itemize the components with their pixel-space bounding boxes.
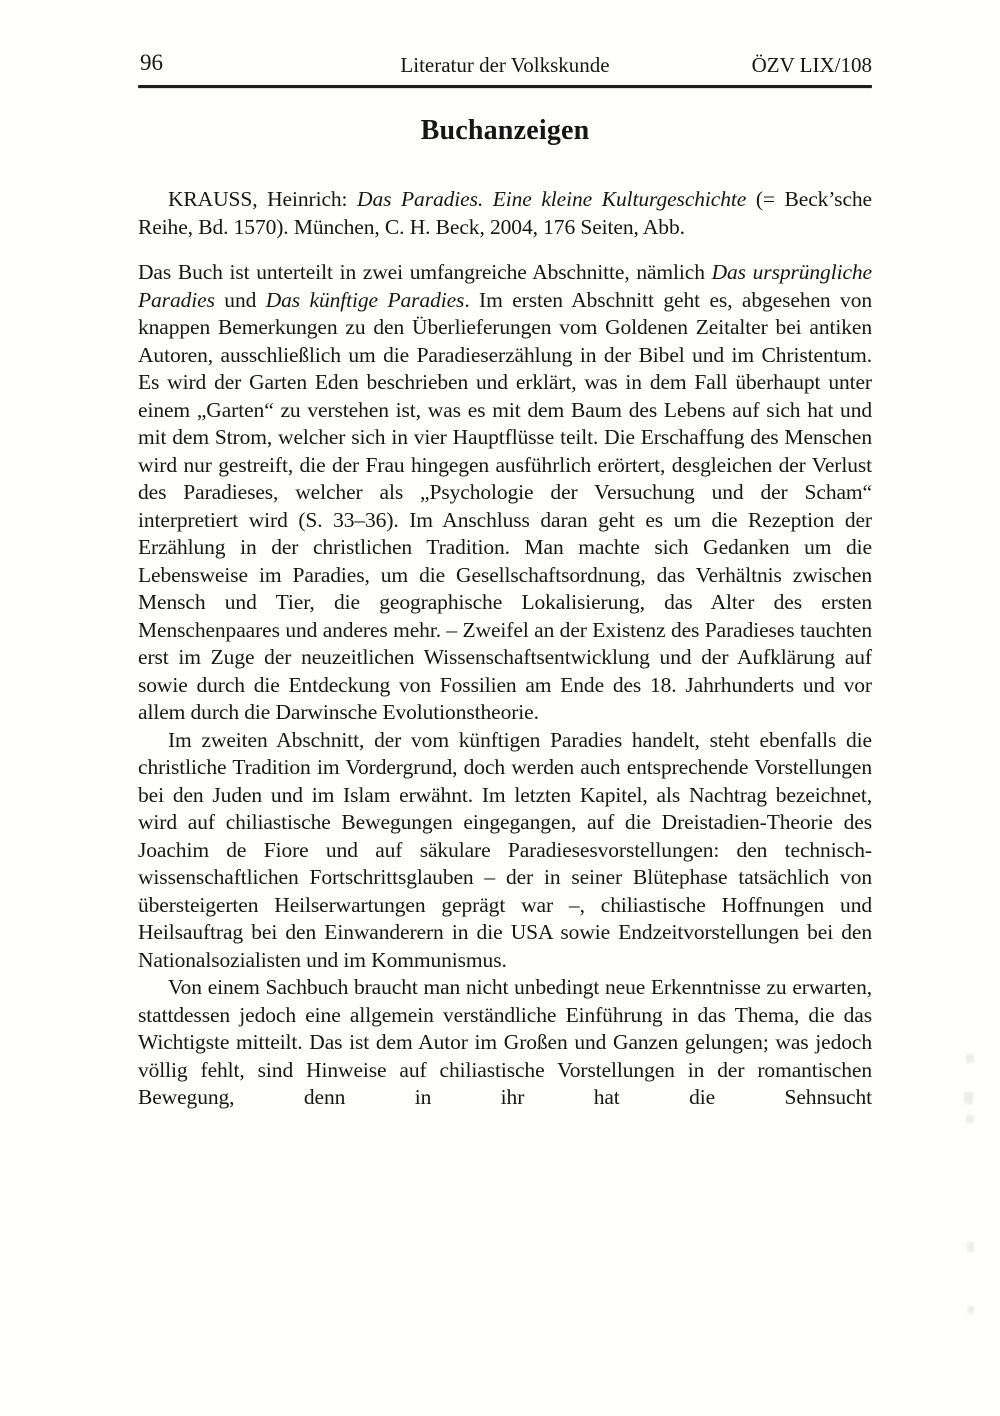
review-paragraph-2: Im zweiten Abschnitt, der vom künftigen Paradies handelt, steht ebenfalls die christliche Tradition im Vordergrund, doch werden auch entsprechende Vorstellungen bei den Juden und im Islam erwähnt. Im letzten Kapitel, als Nachtrag bezeichnet, wird auf chiliastische Bewegungen eingegangen, auf die Dreistadien-Theorie des Joachim de Fiore und auf säkulare Paradiesesvorstellungen: den technisch-wissenschaftlichen Fortschrittsglauben – der in seiner Blütephase tatsächlich von übersteigerten Heilserwartungen geprägt war –, chiliastische Hoffnungen und Heilsauftrag bei den Einwanderern in die USA sowie Endzeitvorstellungen bei den Nationalsozialisten und im Kommunismus.	[138, 727, 872, 972]
page-header	[138, 52, 872, 78]
review-paragraph-3: Von einem Sachbuch braucht man nicht unbedingt neue Erkenntnisse zu erwarten, stattdessen jedoch eine allgemein verständliche Einführung in das Thema, die das Wichtigste mitteilt. Das ist dem Autor im Großen und Ganzen gelungen; was jedoch völlig fehlt, sind Hinweise auf chiliastische Vorstellungen in der romantischen Bewegung, denn in ihr hat die Sehnsucht	[138, 975, 872, 1109]
scan-artifact	[966, 1054, 974, 1063]
page-number: 96	[140, 50, 163, 75]
scan-artifact	[967, 1242, 974, 1252]
scan-artifact	[964, 1092, 973, 1104]
scan-artifact	[968, 1306, 974, 1314]
book-citation: KRAUSS, Heinrich: Das Paradies. Eine kleine Kulturgeschichte (= Beck’sche Reihe, Bd. 1570). München, C. H. Beck, 2004, 176 Seiten, Abb.	[138, 187, 872, 239]
running-title: Literatur der Volkskunde	[400, 53, 610, 77]
scan-artifact	[966, 1115, 974, 1123]
review-paragraph-1: Das Buch ist unterteilt in zwei umfangreiche Abschnitte, nämlich Das ursprüngliche Paradies und Das künftige Paradies. Im ersten Abschnitt geht es, abgesehen von knappen Bemerkungen zu den Überlieferungen vom Goldenen Zeitalter bei antiken Autoren, ausschließlich um die Paradieserzählung in der Bibel und im Christentum. Es wird der Garten Eden beschrieben und erklärt, was in dem Fall überhaupt unter einem „Garten“ zu verstehen ist, was es mit dem Baum des Lebens auf sich hat und mit dem Strom, welcher sich in vier Hauptflüsse teilt. Die Erschaffung des Menschen wird nur gestreift, die der Frau hingegen ausführlich erörtert, desgleichen der Verlust des Paradieses, welcher als „Psychologie der Versuchung und der Scham“ interpretiert wird (S. 33–36). Im Anschluss daran geht es um die Rezeption der Erzählung in der christlichen Tradition. Man machte sich Gedanken um die Lebensweise im Paradies, um die Gesellschaftsordnung, das Verhältnis zwischen Mensch und Tier, die geographische Lokalisierung, das Alter des ersten Menschenpaares und anderes mehr. – Zweifel an der Existenz des Paradieses tauchten erst im Zuge der neuzeitlichen Wissenschaftsentwicklung und der Aufklärung auf sowie durch die Entdeckung von Fossilien am Ende des 18. Jahrhunderts und vor allem durch die Darwinsche Evolutionstheorie.	[138, 260, 872, 724]
section-heading: Buchanzeigen	[420, 115, 590, 146]
issue-reference: ÖZV LIX/108	[751, 53, 872, 77]
header-rule	[138, 85, 872, 88]
review-body	[138, 259, 872, 1112]
text-column	[138, 52, 872, 1112]
